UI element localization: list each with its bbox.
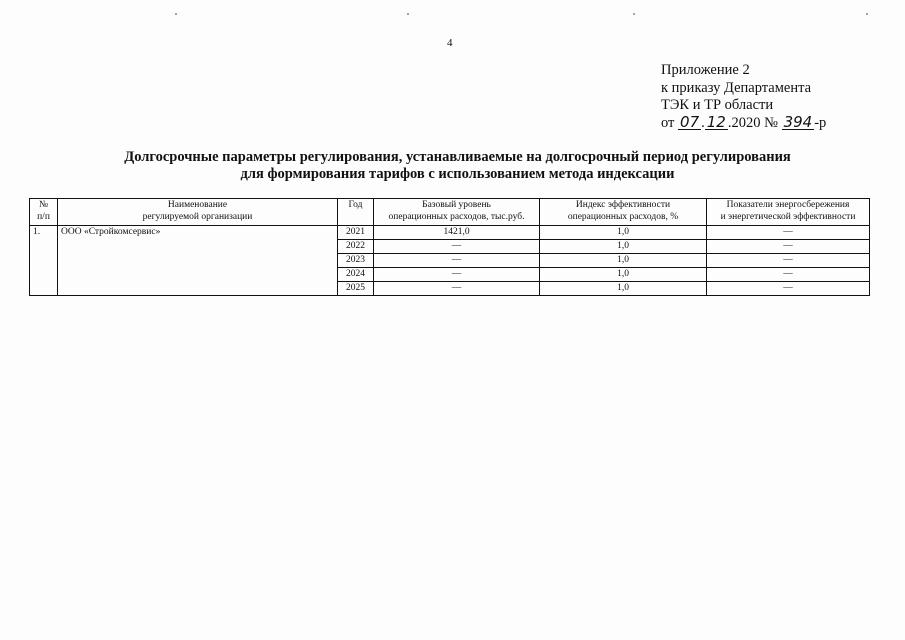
year-cell: 2025 [338, 282, 374, 296]
header-number: № п/п [30, 199, 58, 226]
header-energy-saving: Показатели энергосбережения и энергетической эффективности [707, 199, 870, 226]
scan-speck [407, 13, 409, 15]
handwritten-day: 07 [680, 112, 700, 131]
appendix-line-3: ТЭК и ТР области [661, 97, 774, 113]
table-header-row [30, 199, 870, 226]
base-level-cell: 1421,0 [374, 226, 540, 240]
efficiency-index-cell: 1,0 [540, 282, 707, 296]
document-title [60, 149, 855, 183]
org-name-cell: ООО «Стройкомсервис» [58, 226, 338, 296]
org-number-cell: 1. [30, 226, 58, 296]
base-level-cell: — [374, 282, 540, 296]
date-prefix: от [661, 114, 675, 131]
year-cell: 2022 [338, 240, 374, 254]
efficiency-index-cell: 1,0 [540, 226, 707, 240]
energy-saving-cell: — [707, 282, 870, 296]
handwritten-order-number: 394 [783, 112, 813, 131]
scan-speck [175, 13, 177, 15]
energy-saving-cell: — [707, 268, 870, 282]
appendix-line-2: к приказу Департамента [661, 79, 812, 96]
efficiency-index-cell: 1,0 [540, 254, 707, 268]
scan-speck [866, 13, 868, 15]
energy-saving-cell: — [707, 226, 870, 240]
handwritten-month: 12 [706, 112, 726, 131]
energy-saving-cell: — [707, 240, 870, 254]
appendix-date-line [661, 112, 827, 133]
header-organization: Наименование регулируемой организации [58, 199, 338, 226]
year-cell: 2021 [338, 226, 374, 240]
date-dot: . [701, 114, 705, 131]
efficiency-index-cell: 1,0 [540, 268, 707, 282]
page-number: 4 [447, 37, 453, 49]
table-row [30, 226, 870, 240]
appendix-block [661, 62, 826, 132]
header-base-level: Базовый уровень операционных расходов, тыс.руб. [374, 199, 540, 226]
efficiency-index-cell: 1,0 [540, 240, 707, 254]
header-year: Год [338, 199, 374, 226]
year-and-number-sign: .2020 № [727, 114, 778, 131]
base-level-cell: — [374, 254, 540, 268]
base-level-cell: — [374, 240, 540, 254]
scan-speck [633, 13, 635, 15]
year-cell: 2024 [338, 268, 374, 282]
base-level-cell: — [374, 268, 540, 282]
title-line-1: Долгосрочные параметры регулирования, устанавливаемые на долгосрочный период регулирования [124, 149, 791, 165]
energy-saving-cell: — [707, 254, 870, 268]
appendix-line-1: Приложение 2 [661, 62, 750, 78]
parameters-table [29, 198, 870, 296]
title-line-2: для формирования тарифов с использованием метода индексации [240, 166, 675, 182]
header-efficiency-index: Индекс эффективности операционных расходов, % [540, 199, 707, 226]
order-suffix: -р [814, 114, 827, 131]
year-cell: 2023 [338, 254, 374, 268]
